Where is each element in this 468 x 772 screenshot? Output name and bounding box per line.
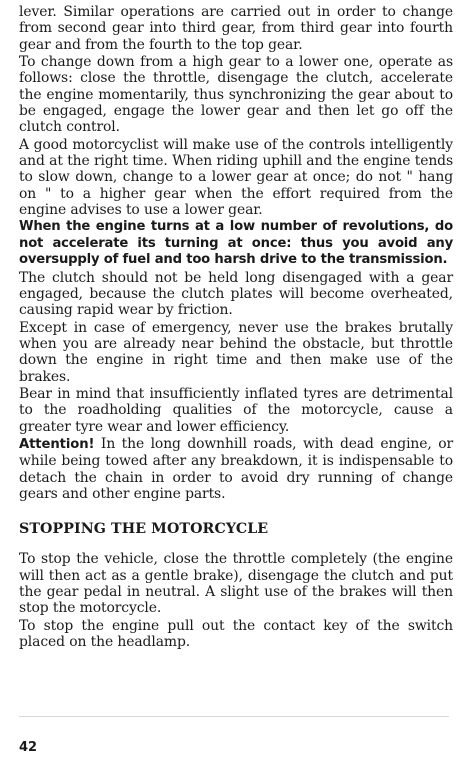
footer-divider bbox=[19, 716, 449, 717]
paragraph-good-motorcyclist: A good motorcyclist will make use of the controls intelligently and at the right time. When riding uphill and the engine tends to slow down, change to a lower gear at once; do not " hang on " to a higher gear when the effort required from the engine advises to use a lower gear. bbox=[19, 136, 453, 219]
attention-label: Attention! bbox=[19, 436, 95, 452]
paragraph-clutch: The clutch should not be held long disengaged with a gear engaged, because the clutch plates will become overheated, causing rapid wear by friction. bbox=[19, 269, 453, 319]
paragraph-change-down: To change down from a high gear to a lower one, operate as follows: close the throttle, disengage the clutch, accelerate the engine momentarily, thus synchronizing the gear about to be engaged, engage the lower gear and then let go off the clutch control. bbox=[19, 54, 453, 136]
paragraph-attention bbox=[19, 436, 453, 502]
paragraph-brakes: Except in case of emergency, never use the brakes brutally when you are already near behind the obstacle, but throttle down the engine in right time and then make use of the brakes. bbox=[19, 319, 453, 385]
attention-text: In the long downhill roads, with dead engine, or while being towed after any breakdown, it is indispensable to detach the chain in order to avoid dry running of change gears and other engine parts. bbox=[19, 435, 453, 502]
paragraph-low-revolutions-warning: When the engine turns at a low number of revolutions, do not accelerate its turning at once: thus you avoid any oversupply of fuel and too harsh drive to the transmission. bbox=[19, 219, 453, 268]
page-number: 42 bbox=[19, 740, 38, 755]
paragraph-tyres: Bear in mind that insufficiently inflated tyres are detrimental to the roadholding qualities of the motorcycle, cause a greater tyre wear and lower efficiency. bbox=[19, 385, 453, 435]
section-heading-stopping: STOPPING THE MOTORCYCLE bbox=[19, 521, 269, 538]
paragraph-stop-engine: To stop the engine pull out the contact key of the switch placed on the headlamp. bbox=[19, 617, 453, 651]
paragraph-gear-change: lever. Similar operations are carried out in order to change from second gear into third gear, from third gear into fourth gear and from the fourth to the top gear. bbox=[19, 4, 453, 53]
paragraph-stop-vehicle: To stop the vehicle, close the throttle completely (the engine will then act as a gentle brake), disengage the clutch and put the gear pedal in neutral. A slight use of the brakes will then stop the motorcycle. bbox=[19, 551, 453, 617]
manual-page-body bbox=[19, 4, 453, 651]
